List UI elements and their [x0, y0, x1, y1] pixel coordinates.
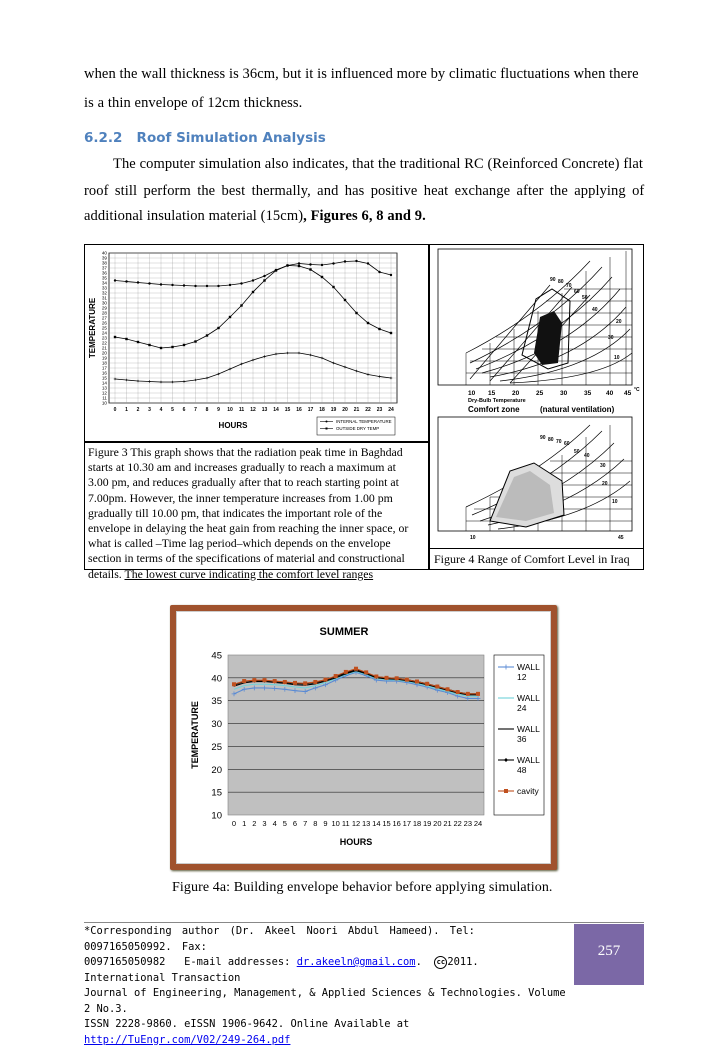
- paragraph-line: is a thin envelope of 12cm thickness.: [84, 95, 303, 111]
- legend-label: INTERNAL TEMPERATURE: [336, 419, 392, 424]
- y-tick-label: 30: [101, 300, 107, 306]
- y-tick-label: 39: [101, 255, 107, 261]
- caption-line: section in terms of the specifications of material and constructional: [88, 551, 405, 566]
- x-axis-label: HOURS: [218, 421, 248, 430]
- data-point: [229, 316, 231, 318]
- x-tick-label: 8: [205, 407, 209, 413]
- x-tick-label: 10: [331, 819, 340, 828]
- y-tick-label: 13: [101, 385, 107, 391]
- data-point: [456, 690, 460, 694]
- data-point: [283, 680, 287, 684]
- rh-label: 70: [566, 283, 572, 289]
- data-point: [275, 269, 277, 271]
- paragraph-line: roof still perform the best thermally, and has positive heat exchange after the applying of: [84, 183, 645, 199]
- data-point: [252, 291, 254, 293]
- email-link[interactable]: dr.akeeln@gmail.com: [296, 956, 416, 968]
- paragraph-line: [84, 208, 426, 225]
- tick-label: 25: [536, 390, 544, 397]
- data-point: [334, 674, 338, 678]
- y-tick-label: 33: [101, 285, 107, 291]
- rh-label: 90: [550, 277, 556, 283]
- data-point: [183, 344, 185, 346]
- x-tick-label: 24: [473, 819, 483, 828]
- data-point: [309, 263, 311, 265]
- legend-marker: [326, 421, 328, 423]
- y-tick-label: 14: [101, 380, 107, 386]
- data-point: [194, 285, 196, 287]
- data-point: [355, 260, 357, 262]
- rh-label: 30: [608, 335, 614, 341]
- legend-label: cavity: [517, 786, 539, 796]
- x-tick-label: 11: [238, 407, 245, 413]
- data-point: [217, 327, 219, 329]
- data-point: [367, 322, 369, 324]
- y-tick-label: 20: [101, 350, 107, 356]
- figure4-psychrometric-charts: [430, 245, 643, 545]
- x-tick-label: 12: [250, 407, 256, 413]
- y-axis-label: TEMPERATURE: [190, 701, 200, 769]
- x-tick-label: 12: [351, 819, 361, 828]
- data-point: [324, 678, 328, 682]
- data-point: [263, 678, 267, 682]
- y-tick-label: 10: [211, 810, 222, 822]
- caption-line: starts at 10.30 am and increases gradually to reach a maximum at: [88, 460, 396, 475]
- tick-label: 20: [512, 390, 520, 397]
- y-tick-label: 27: [101, 315, 107, 321]
- rh-label: 30: [600, 463, 606, 469]
- tick-label: 40: [606, 390, 614, 397]
- tick-label: 10: [468, 390, 476, 397]
- x-tick-label: 1: [125, 407, 128, 413]
- x-tick-label: 19: [422, 819, 432, 828]
- y-tick-label: 40: [211, 673, 222, 685]
- data-point: [194, 340, 196, 342]
- url-link[interactable]: http://TuEngr.com/V02/249-264.pdf: [84, 1033, 291, 1046]
- data-point: [114, 279, 116, 281]
- legend-label: 12: [517, 672, 527, 682]
- data-point: [378, 328, 380, 330]
- legend-label: 36: [517, 734, 527, 744]
- y-tick-label: 40: [101, 250, 107, 256]
- rh-label: 40: [584, 453, 590, 459]
- tick-label: 15: [488, 390, 496, 397]
- x-tick-label: 8: [313, 819, 318, 828]
- data-point: [378, 271, 380, 273]
- x-tick-label: 5: [282, 819, 287, 828]
- data-point: [183, 284, 185, 286]
- data-point: [232, 682, 236, 686]
- rh-label: 10: [614, 355, 620, 361]
- data-point: [390, 274, 392, 276]
- x-tick-label: 17: [402, 819, 412, 828]
- rh-label: 60: [574, 289, 580, 295]
- x-tick-label: 5: [171, 407, 174, 413]
- data-point: [137, 341, 139, 343]
- x-tick-label: 2: [136, 407, 140, 413]
- data-point: [425, 682, 429, 686]
- x-tick-label: 23: [463, 819, 473, 828]
- x-tick-label: 23: [376, 407, 383, 413]
- tick-label: 45: [624, 390, 632, 397]
- legend-label: 24: [517, 703, 527, 713]
- data-point: [344, 670, 348, 674]
- data-point: [321, 264, 323, 266]
- x-tick-label: 22: [365, 407, 371, 413]
- x-tick-label: 10: [227, 407, 233, 413]
- caption-line: gradually till 10.00 pm, that indicates the important role of the: [88, 505, 383, 520]
- rh-label: 10: [612, 499, 618, 505]
- caption-underlined: The lowest curve indicating the comfort level ranges: [124, 566, 374, 581]
- data-point: [229, 284, 231, 286]
- caption-line: 7.00pm. However, the inner temperature increases from 1.00 pm: [88, 490, 393, 505]
- x-tick-label: 0: [113, 407, 117, 413]
- legend-label: WALL: [517, 755, 540, 765]
- x-tick-label: 19: [330, 407, 337, 413]
- y-tick-label: 32: [101, 290, 107, 296]
- data-point: [263, 279, 265, 281]
- x-tick-label: 18: [319, 407, 325, 413]
- footer-line: *Corresponding author (Dr. Akeel Noori Abdul Hameed). Tel: 0097165050992. Fax:: [84, 925, 475, 953]
- figure4-caption-box: [429, 548, 644, 570]
- y-tick-label: 31: [101, 295, 107, 301]
- data-point: [240, 304, 242, 306]
- data-point: [395, 676, 399, 680]
- x-tick-label: 7: [194, 407, 197, 413]
- figure3-chart: [85, 245, 428, 441]
- y-tick-label: 25: [101, 325, 107, 331]
- data-point: [263, 275, 265, 277]
- footer-text-run: 0097165050982 E-mail addresses:: [84, 956, 297, 968]
- data-point: [125, 280, 127, 282]
- data-point: [344, 299, 346, 301]
- footer-line: [84, 1017, 566, 1048]
- rh-label: 60: [564, 441, 570, 447]
- legend-marker: [326, 428, 328, 430]
- y-tick-label: 18: [101, 360, 107, 366]
- rh-label: 50: [574, 449, 580, 455]
- y-tick-label: 26: [101, 320, 107, 326]
- x-tick-label: 18: [412, 819, 422, 828]
- x-tick-label: 9: [323, 819, 328, 828]
- data-point: [252, 279, 254, 281]
- data-point: [298, 262, 300, 264]
- tick-label: 10: [470, 535, 476, 541]
- caption-line: envelope in delaying the heat gain from reaching the inner space, or: [88, 521, 409, 536]
- x-tick-label: 20: [433, 819, 442, 828]
- data-point: [240, 282, 242, 284]
- footer-text-run: 2011. International Transaction: [84, 956, 479, 984]
- data-point: [321, 276, 323, 278]
- unit-label: °C: [634, 387, 640, 393]
- y-tick-label: 36: [101, 270, 107, 276]
- section-title: Roof Simulation Analysis: [136, 130, 326, 146]
- data-point: [313, 680, 317, 684]
- figure4a-inner: [176, 611, 551, 864]
- data-point: [309, 268, 311, 270]
- rh-label: 80: [548, 437, 554, 443]
- caption-line: [88, 567, 425, 582]
- y-tick-label: 24: [101, 330, 107, 336]
- tick-label: 45: [618, 535, 624, 541]
- x-tick-label: 21: [353, 407, 360, 413]
- page-number: 257: [597, 943, 621, 959]
- figure4a-frame: [170, 605, 557, 870]
- x-tick-label: 3: [262, 819, 267, 828]
- y-tick-label: 10: [101, 400, 107, 406]
- rh-label: 80: [558, 279, 564, 285]
- x-tick-label: 11: [341, 819, 350, 828]
- x-tick-label: 21: [443, 819, 452, 828]
- legend-label: 48: [517, 765, 527, 775]
- y-tick-label: 22: [101, 340, 107, 346]
- y-tick-label: 12: [101, 390, 107, 396]
- section-number: 6.2.2: [84, 130, 123, 146]
- rh-label: 90: [540, 435, 546, 441]
- y-axis-label: TEMPERATURE: [88, 297, 97, 359]
- figure4a-caption: Figure 4a: Building envelope behavior before applying simulation.: [172, 880, 553, 895]
- data-point: [405, 678, 409, 682]
- data-point: [354, 667, 358, 671]
- data-point: [125, 338, 127, 340]
- y-tick-label: 23: [101, 335, 107, 341]
- y-tick-label: 15: [211, 787, 222, 799]
- rh-label: 20: [602, 481, 608, 487]
- x-tick-label: 14: [372, 819, 381, 828]
- y-tick-label: 29: [101, 305, 107, 311]
- data-point: [206, 285, 208, 287]
- legend-label: WALL: [517, 724, 540, 734]
- figure3-caption-box: [84, 442, 429, 581]
- data-point: [298, 265, 300, 267]
- data-point: [344, 260, 346, 262]
- y-tick-label: 38: [101, 260, 107, 266]
- x-tick-label: 3: [148, 407, 151, 413]
- figure4a-chart: [176, 611, 551, 864]
- data-point: [293, 681, 297, 685]
- x-tick-label: 15: [284, 407, 291, 413]
- y-tick-label: 11: [102, 395, 107, 401]
- x-tick-label: 20: [342, 407, 348, 413]
- data-point: [252, 678, 256, 682]
- comfort-zone-label: Comfort zone: [468, 405, 520, 414]
- data-point: [273, 679, 277, 683]
- x-tick-label: 14: [273, 407, 279, 413]
- data-point: [390, 332, 392, 334]
- y-tick-label: 35: [101, 275, 107, 281]
- data-point: [466, 692, 470, 696]
- x-tick-label: 16: [392, 819, 401, 828]
- data-point: [415, 680, 419, 684]
- x-axis-label: HOURS: [339, 837, 373, 847]
- data-point: [137, 281, 139, 283]
- data-point: [332, 286, 334, 288]
- footer-text-run: ISSN 2228-9860. eISSN 1906-9642. Online Available at: [84, 1018, 410, 1030]
- footer-text: [84, 924, 566, 1048]
- data-point: [160, 283, 162, 285]
- data-point: [367, 262, 369, 264]
- data-point: [242, 679, 246, 683]
- y-tick-label: 19: [101, 355, 107, 361]
- x-tick-label: 13: [361, 819, 371, 828]
- footer-line: Journal of Engineering, Management, & Applied Sciences & Technologies. Volume 2 No.3.: [84, 987, 566, 1015]
- axis-title: Dry-Bulb Temperature: [468, 398, 526, 404]
- caption-line: what is called –Time lag period–which depends on the envelope: [88, 536, 391, 551]
- x-tick-label: 16: [296, 407, 302, 413]
- x-tick-label: 17: [307, 407, 314, 413]
- x-tick-label: 6: [182, 407, 186, 413]
- figure3-graph-frame: [84, 244, 429, 442]
- caption-text: details.: [88, 566, 125, 581]
- tick-label: 30: [560, 390, 568, 397]
- data-point: [303, 681, 307, 685]
- data-point: [332, 262, 334, 264]
- y-tick-label: 35: [211, 696, 222, 708]
- caption-line: 3.00 pm, and reduces gradually after that to reach starting point at: [88, 475, 399, 490]
- x-tick-label: 1: [242, 819, 247, 828]
- page-number-badge: [574, 924, 644, 985]
- data-point: [171, 346, 173, 348]
- data-point: [206, 334, 208, 336]
- caption-line: Figure 3 This graph shows that the radiation peak time in Baghdad: [88, 445, 403, 459]
- data-point: [385, 676, 389, 680]
- y-tick-label: 21: [101, 345, 107, 351]
- rh-label: 70: [556, 439, 562, 445]
- y-tick-label: 17: [101, 365, 107, 371]
- data-point: [114, 336, 116, 338]
- y-tick-label: 30: [211, 719, 222, 731]
- rh-label: 50: [582, 295, 588, 301]
- y-tick-label: 25: [211, 741, 222, 753]
- psychrometric-chart-top: [438, 249, 640, 414]
- rh-label: 20: [616, 319, 622, 325]
- x-tick-label: 4: [159, 407, 163, 413]
- x-tick-label: 4: [272, 819, 277, 828]
- x-tick-label: 9: [217, 407, 220, 413]
- y-tick-label: 37: [101, 265, 107, 271]
- legend-label: WALL: [517, 662, 540, 672]
- data-point: [476, 692, 480, 696]
- legend-label: OUTSIDE DRY TEMP: [336, 426, 380, 431]
- chart-title: SUMMER: [319, 626, 369, 638]
- footer-text-run: .: [415, 956, 435, 968]
- text-run-bold: , Figures 6, 8 and 9.: [303, 208, 426, 224]
- footer-rule: [84, 922, 644, 923]
- data-point: [148, 282, 150, 284]
- ventilation-label: (natural ventilation): [540, 405, 615, 414]
- data-point: [286, 264, 288, 266]
- section-heading: [84, 130, 326, 146]
- y-tick-label: 45: [211, 650, 222, 662]
- x-tick-label: 7: [303, 819, 308, 828]
- psychrometric-chart-bottom: [438, 417, 632, 541]
- data-point: [374, 674, 378, 678]
- figure3-caption: [88, 445, 425, 582]
- data-point: [171, 284, 173, 286]
- y-tick-label: 34: [101, 280, 107, 286]
- data-point: [217, 285, 219, 287]
- data-point: [148, 344, 150, 346]
- y-tick-label: 20: [211, 764, 222, 776]
- paragraph-line: when the wall thickness is 36cm, but it is influenced more by climatic fluctuations when there: [84, 66, 639, 82]
- data-point: [446, 687, 450, 691]
- x-tick-label: 22: [453, 819, 462, 828]
- x-tick-label: 6: [292, 819, 298, 828]
- text-run: additional insulation material (15cm): [84, 208, 304, 224]
- tick-label: 35: [584, 390, 592, 397]
- data-point: [160, 347, 162, 349]
- x-tick-label: 24: [388, 407, 394, 413]
- x-tick-label: 15: [382, 819, 391, 828]
- x-tick-label: 0: [231, 819, 237, 828]
- data-point: [364, 670, 368, 674]
- y-tick-label: 16: [101, 370, 107, 376]
- y-tick-label: 28: [101, 310, 107, 316]
- legend-label: WALL: [517, 693, 540, 703]
- data-point: [435, 685, 439, 689]
- figure4-caption: Figure 4 Range of Comfort Level in Iraq: [434, 552, 630, 566]
- x-tick-label: 2: [252, 819, 257, 828]
- data-point: [355, 312, 357, 314]
- paragraph-line: The computer simulation also indicates, that the traditional RC (Reinforced Concrete) flat: [113, 156, 644, 172]
- x-tick-label: 13: [261, 407, 268, 413]
- cc-icon: cc: [434, 956, 447, 969]
- rh-label: 40: [592, 307, 598, 313]
- y-tick-label: 15: [101, 375, 107, 381]
- footer-line: [84, 955, 566, 986]
- figure4-frame: [429, 244, 644, 570]
- legend-marker: [504, 789, 508, 793]
